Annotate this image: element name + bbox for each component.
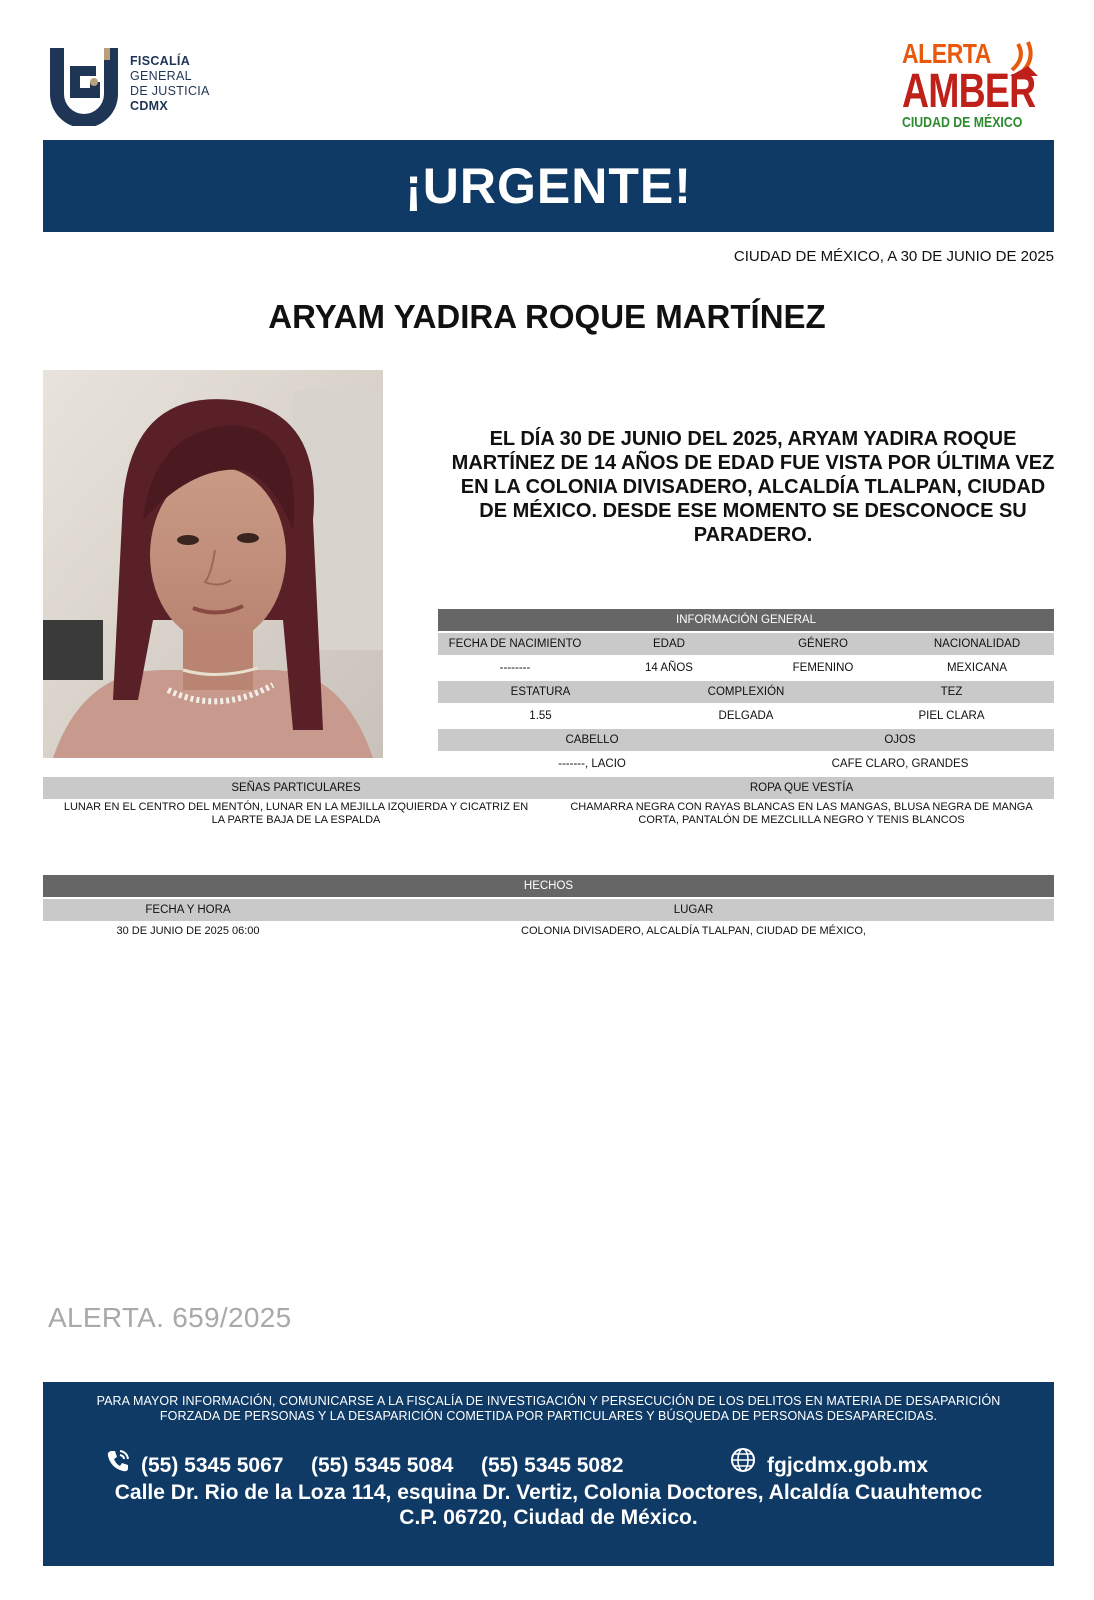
fgj-line: FISCALÍA (130, 54, 191, 68)
phone-number-1[interactable]: (55) 5345 5067 (141, 1454, 284, 1477)
general-info-labels-row3 (438, 729, 1054, 751)
value-birthdate: -------- (499, 662, 531, 674)
website-link[interactable]: fgjcdmx.gob.mx (767, 1454, 929, 1477)
globe-icon (729, 1446, 757, 1474)
label-nationality: NACIONALIDAD (933, 638, 1021, 650)
marks-labels-row (43, 777, 1054, 799)
general-info-title: INFORMACIÓN GENERAL (676, 614, 816, 626)
fgj-line: CDMX (130, 99, 169, 113)
person-photo (43, 370, 383, 758)
fgj-logo-icon (44, 44, 124, 126)
facts-labels-row (43, 899, 1054, 921)
value-complexion: PIEL CLARA (918, 710, 985, 722)
label-birthdate: FECHA DE NACIMIENTO (448, 638, 582, 650)
phone-number-2[interactable]: (55) 5345 5084 (311, 1454, 454, 1477)
label-eyes: OJOS (884, 734, 916, 746)
value-datetime: 30 DE JUNIO DE 2025 06:00 (116, 925, 260, 937)
alerta-amber-logo (902, 38, 1052, 134)
person-name: ARYAM YADIRA ROQUE MARTÍNEZ (268, 298, 826, 335)
phone-number-3[interactable]: (55) 5345 5082 (481, 1454, 624, 1477)
general-info-values-row3 (438, 753, 1054, 775)
fgj-wordmark (130, 54, 210, 114)
urgent-banner: ¡URGENTE! (43, 140, 1054, 232)
alert-number: ALERTA. 659/2025 (48, 1302, 292, 1333)
address-line-2: C.P. 06720, Ciudad de México. (399, 1506, 698, 1529)
value-clothing: CHAMARRA NEGRA CON RAYAS BLANCAS EN LAS MANGAS, BLUSA NEGRA DE MANGA CORTA, PANTALÓN DE MEZCLILLA NEGRO Y TENIS BLANCOS (570, 801, 1033, 826)
portrait-image (43, 370, 383, 758)
value-age: 14 AÑOS (645, 662, 693, 674)
label-datetime: FECHA Y HORA (145, 904, 231, 916)
fgj-line: GENERAL (130, 69, 192, 83)
label-place: LUGAR (673, 904, 714, 916)
value-height: 1.55 (529, 710, 552, 722)
general-info-labels-row2 (438, 681, 1054, 703)
general-info-labels-row1 (438, 633, 1054, 655)
address-line-1: Calle Dr. Rio de la Loza 114, esquina Dr. Vertiz, Colonia Doctores, Alcaldía Cuauhtemoc (114, 1481, 983, 1504)
facts-title: HECHOS (523, 880, 574, 892)
label-age: EDAD (653, 638, 685, 650)
value-build: DELGADA (718, 710, 774, 722)
contact-info-text: PARA MAYOR INFORMACIÓN, COMUNICARSE A LA FISCALÍA DE INVESTIGACIÓN Y PERSECUCIÓN DE LOS DELITOS EN MATERIA DE DESAPARICIÓN FORZADA DE PERSONAS Y LA DESAPARICIÓN COMETIDA POR PARTICULARES Y BÚSQUEDA DE PERSONAS DESAPARECIDAS. (96, 1394, 1001, 1423)
value-nationality: MEXICANA (946, 662, 1008, 674)
incident-description: EL DÍA 30 DE JUNIO DEL 2025, ARYAM YADIRA ROQUE MARTÍNEZ DE 14 AÑOS DE EDAD FUE VISTA POR ÚLTIMA VEZ EN LA COLONIA DIVISADERO, ALCALDÍA TLALPAN, CIUDAD DE MÉXICO. DESDE ESE MOMENTO SE DESCONOCE SU PARADERO. (451, 428, 1055, 546)
issue-date: CIUDAD DE MÉXICO, A 30 DE JUNIO DE 2025 (733, 248, 1054, 265)
label-height: ESTATURA (510, 686, 571, 698)
fgj-line: DE JUSTICIA (130, 84, 210, 98)
amber-alerta-text: ALERTA (902, 38, 991, 69)
value-gender: FEMENINO (792, 662, 854, 674)
value-eyes: CAFE CLARO, GRANDES (831, 758, 969, 770)
label-complexion: TEZ (940, 686, 963, 698)
contact-footer (43, 1382, 1054, 1566)
label-build: COMPLEXIÓN (707, 686, 785, 698)
value-distinctive-marks: LUNAR EN EL CENTRO DEL MENTÓN, LUNAR EN LA MEJILLA IZQUIERDA Y CICATRIZ EN LA PARTE BAJA DE LA ESPALDA (63, 801, 529, 826)
label-gender: GÉNERO (798, 638, 848, 650)
label-clothing: ROPA QUE VESTÍA (749, 782, 854, 794)
general-info-values-row2 (438, 705, 1054, 727)
marks-values-row (43, 801, 1054, 831)
amber-city-text: CIUDAD DE MÉXICO (902, 114, 1023, 131)
label-hair: CABELLO (565, 734, 619, 746)
facts-header (43, 875, 1054, 897)
value-hair: -------, LACIO (558, 758, 626, 770)
value-place: COLONIA DIVISADERO, ALCALDÍA TLALPAN, CIUDAD DE MÉXICO, (521, 925, 866, 937)
label-distinctive-marks: SEÑAS PARTICULARES (231, 782, 361, 794)
general-info-header (438, 609, 1054, 631)
facts-values-row (43, 921, 1054, 941)
phone-icon (105, 1448, 131, 1474)
amber-amber-text: AMBER (902, 65, 1036, 118)
address (43, 1480, 1054, 1530)
general-info-values-row1 (438, 657, 1054, 679)
